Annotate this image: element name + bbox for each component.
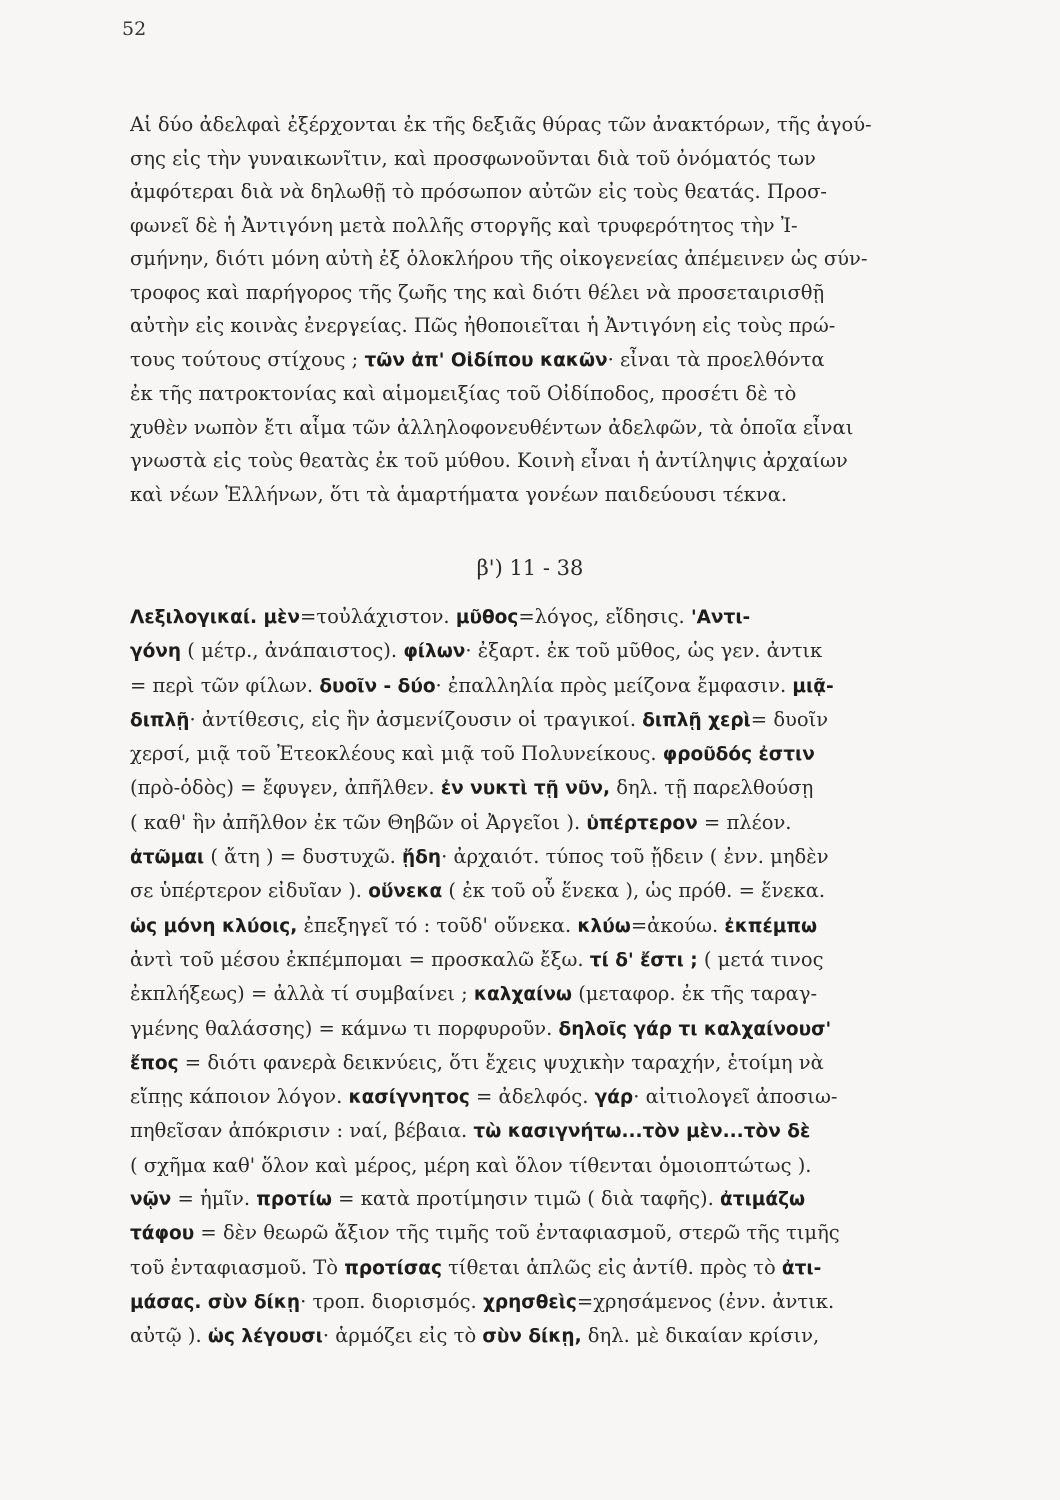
gloss-text: ( μέτρ., ἀνάπαιστος). <box>181 639 404 663</box>
bold-term: φροῦδός ἐστιν <box>662 744 815 766</box>
bold-term: τῶν ἀπ' Οἰδίπου κακῶν <box>364 349 608 371</box>
bold-term: ἐν νυκτὶ τῇ νῦν, <box>440 778 610 800</box>
text-line: χυθὲν νωπὸν ἔτι αἷμα τῶν ἀλληλοφονευθέντων ἀδελφῶν, τὰ ὁποῖα εἶναι <box>130 415 854 439</box>
gloss-text: τίθεται ἁπλῶς εἰς ἀντίθ. πρὸς τὸ <box>441 1255 782 1279</box>
bold-term: Λεξιλογικαί. μὲν <box>130 607 301 628</box>
gloss-text: (μεταφορ. ἐκ τῆς ταραγ- <box>572 982 818 1006</box>
bold-term: ὡς μόνη κλύοις, <box>130 915 298 937</box>
bold-term: ἀτιμάζω <box>720 1189 806 1211</box>
gloss-text: ( καθ' ἣν ἀπῆλθον ἐκ τῶν Θηβῶν οἱ Ἀργεῖοι ). <box>130 810 587 834</box>
gloss-text: ( σχῆμα καθ' ὅλον καὶ μέρος, μέρη καὶ ὅλον τίθενται ὁμοιοπτώτως ). <box>130 1153 812 1177</box>
bold-term: μιᾷ- <box>792 675 834 697</box>
gloss-text: · ἀντίθεσις, εἰς ἣν ἀσμενίζουσιν οἱ τραγικοί. <box>189 707 643 731</box>
bold-term: γόνη <box>130 641 182 663</box>
gloss-text: ( μετά τινος <box>697 947 824 971</box>
text-line: καὶ νέων Ἑλλήνων, ὅτι τὰ ἁμαρτήματα γονέων παιδεύουσι τέκνα. <box>130 482 788 506</box>
text-line: ἐκ τῆς πατροκτονίας καὶ αἱμομειξίας τοῦ Οἰδίποδος, προσέτι δὲ τὸ <box>130 382 797 405</box>
gloss-text: χερσί, μιᾷ τοῦ Ἐτεοκλέους καὶ μιᾷ τοῦ Πολυνείκους. <box>130 742 663 766</box>
bold-term: μῦθος <box>455 607 519 628</box>
bold-term: 'Αντι- <box>690 607 751 628</box>
gloss-text: · αἰτιολογεῖ ἀποσιω- <box>633 1085 838 1109</box>
bold-term: ἀτι- <box>781 1257 822 1279</box>
text-line: αὐτὴν εἰς κοινὰς ἐνεργείας. Πῶς ἠθοποιεῖται ἡ Ἀντιγόνη εἰς τοὺς πρώ- <box>130 314 836 337</box>
bold-term: κασίγνητος <box>348 1087 470 1109</box>
bold-term: ἔπος <box>130 1052 179 1074</box>
gloss-text: (πρὸ-ὁδὸς) = ἔφυγεν, ἀπῆλθεν. <box>130 776 441 800</box>
gloss-text: ἐκπλήξεως) = ἀλλὰ τί συμβαίνει ; <box>130 982 474 1006</box>
bold-term: τὼ κασιγνήτω...τὸν μὲν...τὸν δὲ <box>473 1121 811 1143</box>
gloss-text: γμένης θαλάσσης) = κάμνω τι πορφυροῦν. <box>130 1016 559 1040</box>
gloss-text: σε ὑπέρτερον εἰδυῖαν ). <box>130 879 369 903</box>
gloss-text: = δυοῖν <box>750 707 829 731</box>
gloss-text: ἐπεξηγεῖ τό : τοῦδ' οὕνεκα. <box>297 913 578 937</box>
bold-term: δυοῖν - δύο <box>319 675 436 697</box>
gloss-text: =τοὐλάχιστον. <box>300 605 456 628</box>
bold-term: ὡς λέγουσι <box>207 1326 323 1348</box>
text-line: Αἱ δύο ἀδελφαὶ ἐξέρχονται ἐκ τῆς δεξιᾶς θύρας τῶν ἀνακτόρων, τῆς ἀγού- <box>130 113 872 136</box>
gloss-text: =χρησάμενος (ἐνν. ἀντικ. <box>576 1289 835 1313</box>
gloss-text: = δὲν θεωρῶ ἄξιον τῆς τιμῆς τοῦ ἐνταφιασμοῦ, στερῶ τῆς τιμῆς <box>194 1221 840 1245</box>
text-line: · εἶναι τὰ προελθόντα <box>607 347 825 371</box>
text-line: τους τούτους στίχους ; <box>130 347 365 371</box>
bold-term: νῷν <box>130 1189 172 1211</box>
bold-term: διπλῇ <box>130 709 190 731</box>
bold-term: μάσας. σὺν δίκῃ <box>130 1291 301 1313</box>
gloss-text: πηθεῖσαν ἀπόκρισιν : ναί, βέβαια. <box>130 1119 474 1143</box>
bold-term: διπλῇ χερὶ <box>642 709 751 731</box>
gloss-text: = περὶ τῶν φίλων. <box>130 673 320 697</box>
gloss-text: = κατὰ προτίμησιν τιμῶ ( διὰ ταφῆς). <box>331 1187 721 1211</box>
text-line: φωνεῖ δὲ ἡ Ἀντιγόνη μετὰ πολλῆς στοργῆς καὶ τρυφερότητος τὴν Ἰ- <box>130 213 798 237</box>
gloss-text: = διότι φανερὰ δεικνύεις, ὅτι ἔχεις ψυχικὴν ταραχήν, ἑτοίμη νὰ <box>178 1050 824 1074</box>
bold-term: τί δ' ἔστι ; <box>589 949 698 971</box>
gloss-text: εἴπῃς κάποιον λόγον. <box>130 1085 349 1109</box>
bold-term: κλύω <box>577 915 631 937</box>
text-line: γνωστὰ εἰς τοὺς θεατὰς ἐκ τοῦ μύθου. Κοινὴ εἶναι ἡ ἀντίληψις ἀρχαίων <box>130 449 848 472</box>
gloss-text: ( ἄτη ) = δυστυχῶ. <box>204 845 402 869</box>
bold-term: ἐκπέμπω <box>724 915 818 937</box>
text-line: ἀμφότεραι διὰ νὰ δηλωθῇ τὸ πρόσωπον αὐτῶν εἰς τοὺς θεατάς. Προσ- <box>130 180 827 203</box>
glossary-paragraph <box>130 600 998 1354</box>
gloss-text: τοῦ ἐνταφιασμοῦ. Τὸ <box>130 1255 345 1279</box>
section-heading: β') 11 - 38 <box>476 556 584 580</box>
bold-term: ᾔδη <box>402 847 442 869</box>
bold-term: γάρ <box>594 1087 634 1109</box>
gloss-text: =ἀκούω. <box>630 913 725 937</box>
bold-term: χρησθεὶς <box>482 1291 577 1313</box>
gloss-text: ἀντὶ τοῦ μέσου ἐκπέμπομαι = προσκαλῶ ἔξω. <box>130 947 590 971</box>
gloss-text: · ἐπαλληλία πρὸς μείζονα ἔμφασιν. <box>435 673 793 697</box>
bold-term: οὕνεκα <box>368 881 443 903</box>
bold-term: τάφου <box>130 1223 195 1245</box>
page-number: 52 <box>122 18 147 40</box>
bold-term: σὺν δίκῃ, <box>482 1326 582 1348</box>
bold-term: δηλοῖς γάρ τι καλχαίνουσ' <box>558 1018 832 1040</box>
bold-term: καλχαίνω <box>473 984 572 1006</box>
bold-term: προτίω <box>256 1189 332 1211</box>
bold-term: ἀτῶμαι <box>130 847 205 869</box>
text-line: σης εἰς τὴν γυναικωνῖτιν, καὶ προσφωνοῦνται διὰ τοῦ ὀνόματός των <box>130 146 816 170</box>
gloss-text: δηλ. τῇ παρελθούσῃ <box>610 776 814 800</box>
gloss-text: δηλ. μὲ δικαίαν κρίσιν, <box>581 1324 820 1348</box>
text-line: σμήνην, διότι μόνη αὐτὴ ἐξ ὁλοκλήρου τῆς οἰκογενείας ἀπέμεινεν ὡς σύν- <box>130 247 868 270</box>
bold-term: φίλων <box>403 641 466 663</box>
gloss-text: = ἡμῖν. <box>171 1187 257 1211</box>
gloss-text: =λόγος, εἴδησις. <box>518 605 691 628</box>
bold-term: ὑπέρτερον <box>586 812 698 834</box>
gloss-text: · τροπ. διορισμός. <box>300 1289 483 1313</box>
text-line: τροφος καὶ παρήγορος τῆς ζωῆς της καὶ διότι θέλει νὰ προσεταιρισθῇ <box>130 280 825 304</box>
intro-paragraph <box>130 108 998 511</box>
gloss-text: ( ἐκ τοῦ οὗ ἕνεκα ), ὡς πρόθ. = ἕνεκα. <box>442 879 826 903</box>
gloss-text: = ἀδελφός. <box>469 1085 595 1109</box>
gloss-text: · ἐξαρτ. ἐκ τοῦ μῦθος, ὡς γεν. ἀντικ <box>465 639 823 663</box>
gloss-text: αὐτῷ ). <box>130 1324 208 1348</box>
bold-term: προτίσας <box>344 1257 442 1279</box>
gloss-text: · ἀρχαιότ. τύπος τοῦ ᾔδειν ( ἐνν. μηδὲν <box>441 845 829 869</box>
gloss-text: · ἁρμόζει εἰς τὸ <box>322 1324 483 1348</box>
gloss-text: = πλέον. <box>697 810 792 834</box>
